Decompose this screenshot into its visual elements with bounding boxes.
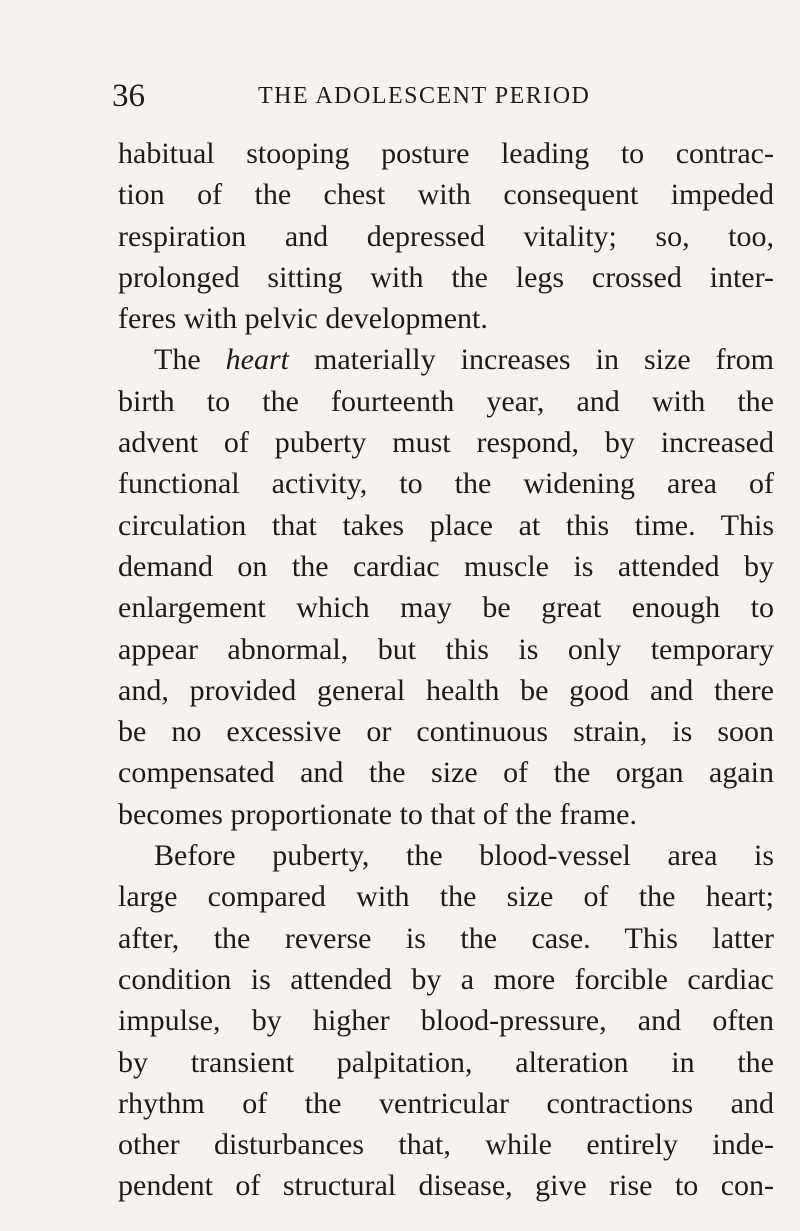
text-line: demand on the cardiac muscle is attended by <box>118 549 774 583</box>
text-line: by transient palpitation, alteration in the <box>118 1045 774 1079</box>
text-line: feres with pelvic development. <box>118 302 488 336</box>
text-line: prolonged sitting with the legs crossed inter- <box>118 260 774 294</box>
text-line: birth to the fourteenth year, and with the <box>118 384 774 418</box>
text-line: and, provided general health be good and there <box>118 673 774 707</box>
running-head <box>112 76 772 116</box>
text-line: condition is attended by a more forcible cardiac <box>118 962 774 996</box>
text-line: large compared with the size of the heart; <box>118 880 774 914</box>
running-title: THE ADOLESCENT PERIOD <box>258 83 591 109</box>
text-line: compensated and the size of the organ again <box>118 756 774 790</box>
text-line: functional activity, to the widening area of <box>118 467 774 501</box>
text-line: habitual stooping posture leading to contrac- <box>118 137 774 170</box>
text-line: tion of the chest with consequent impeded <box>118 178 774 212</box>
text-line: respiration and depressed vitality; so, too, <box>118 219 774 253</box>
text-line: other disturbances that, while entirely inde- <box>118 1128 774 1162</box>
text-line: Before puberty, the blood-vessel area is <box>154 839 774 873</box>
text-line: impulse, by higher blood-pressure, and often <box>118 1004 774 1038</box>
text-line: rhythm of the ventricular contractions and <box>118 1086 774 1120</box>
italic-term: heart <box>225 343 289 377</box>
line-segment: materially increases in size from <box>289 343 774 377</box>
text-line: becomes proportionate to that of the frame. <box>118 797 637 831</box>
text-line: pendent of structural disease, give rise to con- <box>118 1169 774 1203</box>
body-text <box>118 133 774 1207</box>
text-line: advent of puberty must respond, by increased <box>118 426 774 460</box>
text-line: enlargement which may be great enough to <box>118 591 774 625</box>
page-number: 36 <box>112 78 145 114</box>
text-line <box>118 339 774 380</box>
text-line: be no excessive or continuous strain, is soon <box>118 715 774 749</box>
text-line: after, the reverse is the case. This latter <box>118 921 774 955</box>
line-segment: The <box>154 343 226 377</box>
text-line: appear abnormal, but this is only temporary <box>118 632 774 666</box>
text-line: circulation that takes place at this time. This <box>118 508 774 542</box>
